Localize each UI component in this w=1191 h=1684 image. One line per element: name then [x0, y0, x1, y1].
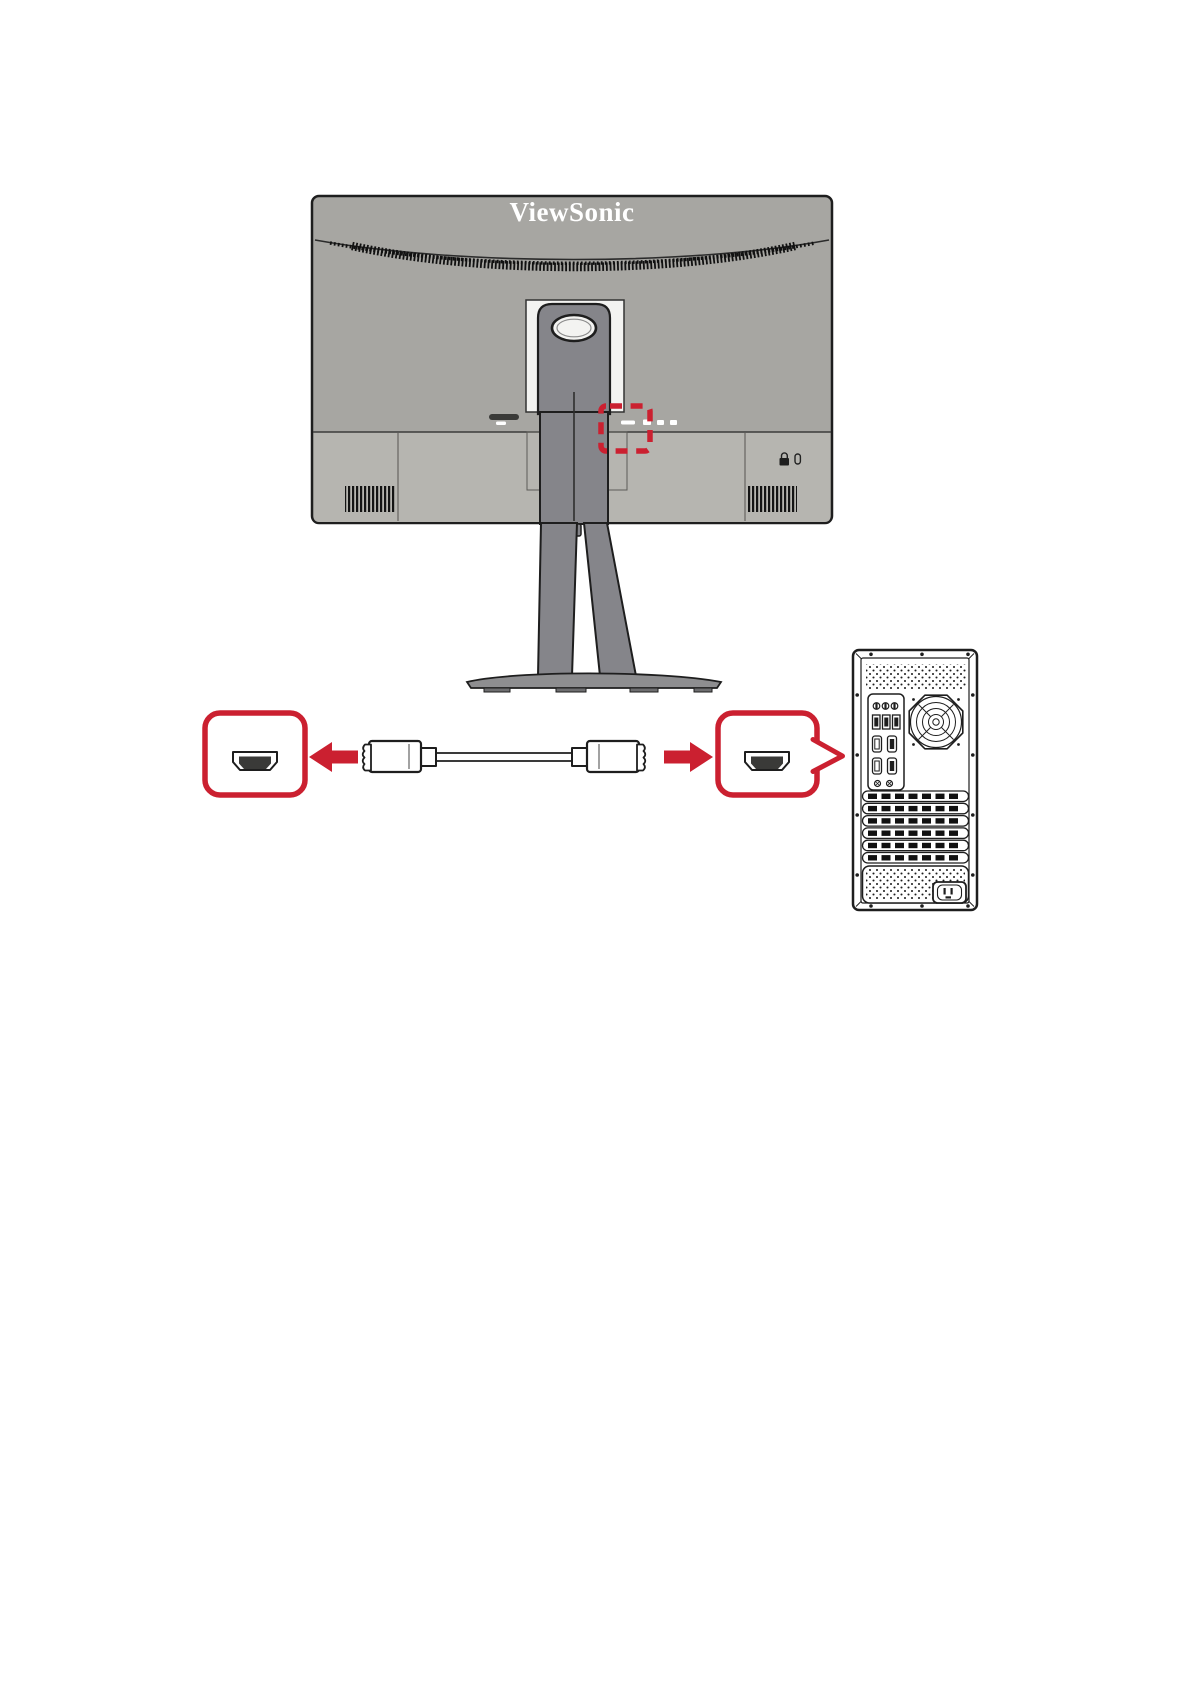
arrow-right-icon	[664, 742, 713, 772]
viewsonic-logo: ViewSonic	[509, 197, 635, 227]
plug-tip-left	[363, 745, 371, 771]
arrow-left-icon	[309, 742, 358, 772]
usb-ports	[873, 715, 901, 729]
hdmi-cable	[363, 741, 646, 772]
stand-leg-right	[584, 523, 636, 676]
plug-tip-right	[637, 745, 645, 771]
vent-grille-right	[747, 486, 797, 512]
power-inlet	[933, 882, 966, 903]
recess-grip	[489, 414, 519, 420]
hdmi-port-icon	[745, 752, 789, 770]
hdmi-port-icon	[233, 752, 277, 770]
monitor-rear-view	[312, 196, 832, 692]
cable-plug-left	[369, 741, 421, 772]
vent-grille-left	[345, 486, 395, 512]
cable-neck-right	[572, 748, 588, 766]
cable-neck-left	[420, 748, 436, 766]
cable-plug-right	[587, 741, 639, 772]
hdmi-connection-diagram	[205, 713, 844, 795]
pc-hdmi-callout	[718, 713, 844, 795]
case-fan	[909, 695, 963, 749]
audio-jacks	[873, 703, 898, 710]
top-vent	[866, 664, 966, 690]
stand-base	[467, 673, 721, 688]
stand-leg-left	[538, 523, 577, 676]
cable-cord	[434, 753, 574, 761]
monitor-hdmi-callout	[205, 713, 305, 795]
io-panel	[868, 694, 904, 790]
computer-rear-view	[853, 650, 977, 910]
